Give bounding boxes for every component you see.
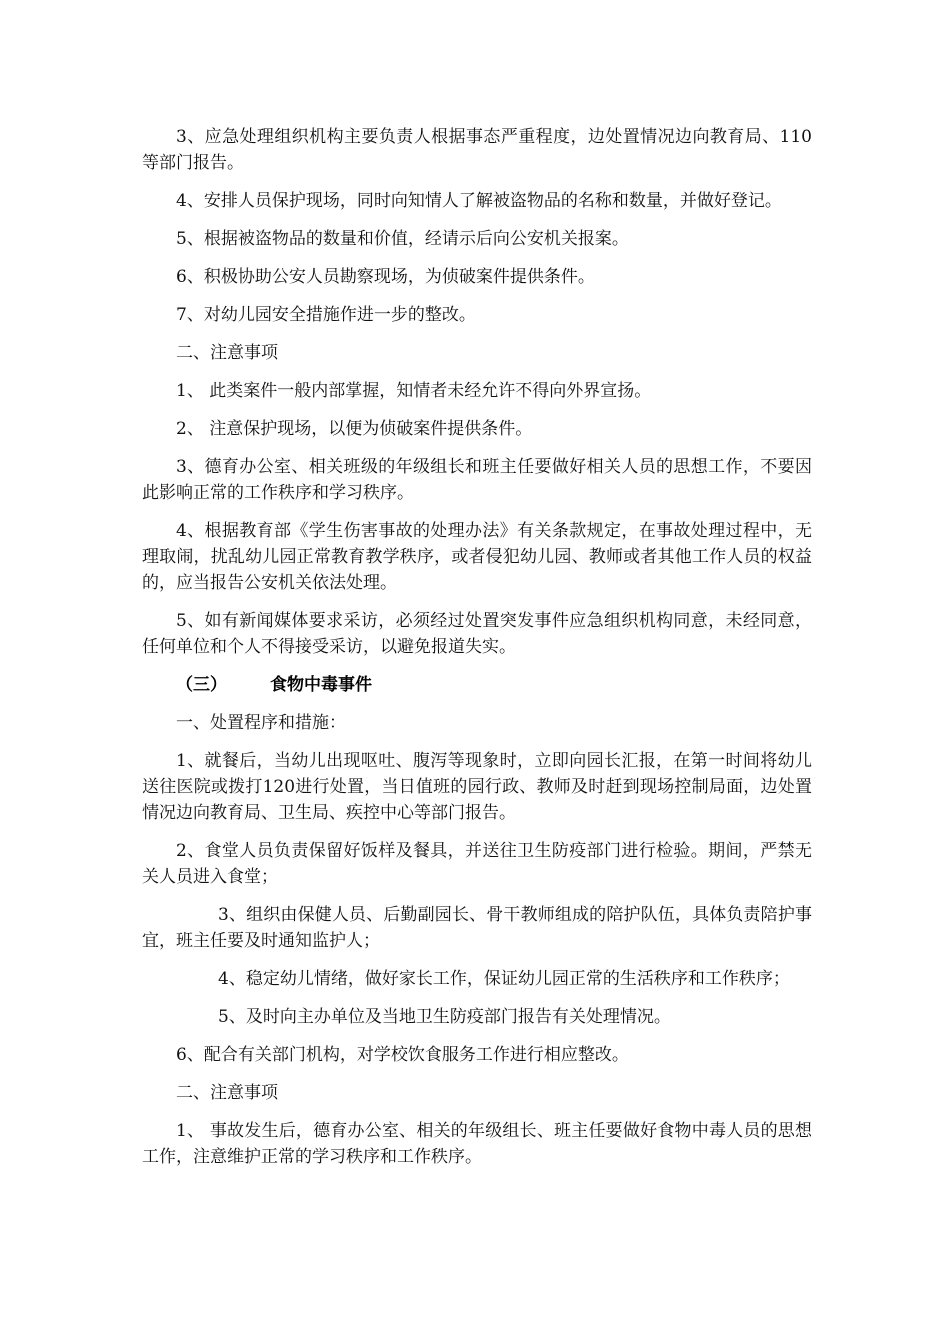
paragraph-protect-scene: 4、安排人员保护现场，同时向知情人了解被盗物品的名称和数量，并做好登记。: [176, 191, 782, 211]
paragraph-report-host: 5、及时向主办单位及当地卫生防疫部门报告有关处理情况。: [218, 1007, 671, 1027]
subheading-notes-2: 二、注意事项: [176, 1083, 278, 1103]
paragraph-stabilize-emotions: 4、稳定幼儿情绪，做好家长工作，保证幼儿园正常的生活秩序和工作秩序；: [218, 969, 790, 989]
paragraph-assist-police: 6、积极协助公安人员勘察现场，为侦破案件提供条件。: [176, 267, 595, 287]
section-number: （三）: [176, 675, 227, 695]
subheading-notes: 二、注意事项: [176, 343, 278, 363]
paragraph-note-confidential: 1、 此类案件一般内部掌握，知情者未经允许不得向外界宣扬。: [176, 381, 652, 401]
section-title: 食物中毒事件: [270, 675, 372, 695]
paragraph-note-legal-handling: 4、根据教育部《学生伤害事故的处理办法》有关条款规定，在事故处理过程中，无理取闹，扰乱幼儿园正常教育教学秩序，或者侵犯幼儿园、教师或者其他工作人员的权益的，应当报告公安机关依法处理。: [142, 521, 812, 593]
paragraph-improve-safety: 7、对幼儿园安全措施作进一步的整改。: [176, 305, 476, 325]
paragraph-escort-team: 3、组织由保健人员、后勤副园长、骨干教师组成的陪护队伍，具体负责陪护事宜，班主任要及时通知监护人；: [142, 905, 812, 951]
paragraph-note-protect-scene: 2、 注意保护现场，以便为侦破案件提供条件。: [176, 419, 533, 439]
paragraph-note-media: 5、如有新闻媒体要求采访，必须经过处置突发事件应急组织机构同意，未经同意，任何单位和个人不得接受采访，以避免报道失实。: [142, 611, 812, 657]
paragraph-report-authorities: 3、应急处理组织机构主要负责人根据事态严重程度，边处置情况边向教育局、110等部门报告。: [142, 127, 812, 173]
paragraph-note-after-incident: 1、 事故发生后，德育办公室、相关的年级组长、班主任要做好食物中毒人员的思想工作，注意维护正常的学习秩序和工作秩序。: [142, 1121, 812, 1167]
document-body: [142, 124, 812, 1182]
paragraph-report-police: 5、根据被盗物品的数量和价值，经请示后向公安机关报案。: [176, 229, 629, 249]
paragraph-keep-samples: 2、食堂人员负责保留好饭样及餐具，并送往卫生防疫部门进行检验。期间，严禁无关人员进入食堂；: [142, 841, 812, 887]
paragraph-cooperate-rectify: 6、配合有关部门机构，对学校饮食服务工作进行相应整改。: [176, 1045, 629, 1065]
paragraph-note-ideological-work: 3、德育办公室、相关班级的年级组长和班主任要做好相关人员的思想工作，不要因此影响正常的工作秩序和学习秩序。: [142, 457, 812, 503]
paragraph-after-meal: 1、就餐后，当幼儿出现呕吐、腹泻等现象时，立即向园长汇报，在第一时间将幼儿送往医院或拨打120进行处置，当日值班的园行政、教师及时赶到现场控制局面，边处置情况边向教育局、卫生局、疾控中心等部门报告。: [142, 751, 812, 823]
subheading-procedures: 一、处置程序和措施：: [176, 713, 346, 733]
section-heading-food-poisoning: [142, 672, 812, 698]
